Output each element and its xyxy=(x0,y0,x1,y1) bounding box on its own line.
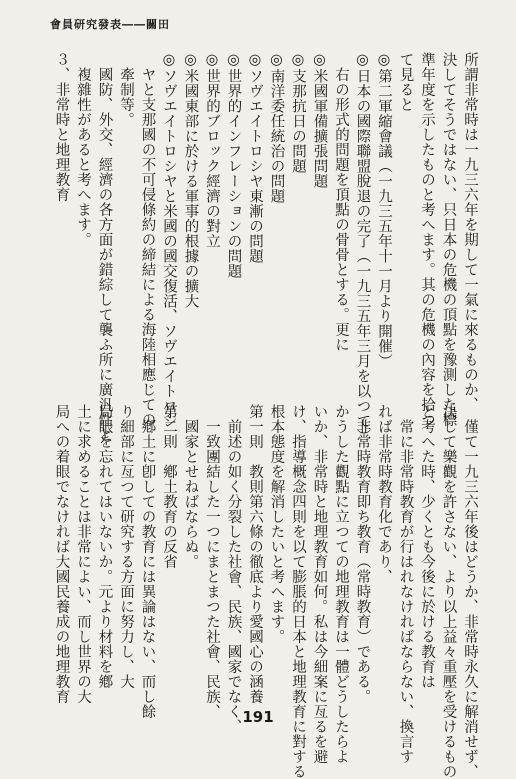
lower-line: 土に求めることは非常によい、而し世界の大 xyxy=(75,404,91,704)
upper-text-block xyxy=(50,52,480,444)
lower-line: と考へた時、少くとも今後に於ける教育は xyxy=(419,404,435,689)
upper-line: ヤと支那國の不可侵條約の締結による海陸相應じての xyxy=(139,52,156,427)
upper-line: ◎支那抗日の問題 xyxy=(290,52,306,174)
lower-line: 鄕土に卽しての教育には異論はない、而し餘 xyxy=(139,404,156,719)
upper-line: ◎第二軍縮會議（一九三五年十一月より開催） xyxy=(376,52,392,369)
upper-line: 複雜性があると考へます。 xyxy=(75,52,91,247)
lower-line: 決して樂觀を許さない、より以上益々重壓を受けるもの xyxy=(440,404,457,779)
upper-line: て見ると xyxy=(397,52,414,112)
lower-line: 僅て一九三六年後はどうか、非常時永久に解消せず、 xyxy=(462,404,478,779)
lower-line: 根本態度を解消したいと考へます。 xyxy=(268,404,285,644)
upper-line: ◎世界的インフレーションの問題 xyxy=(225,52,242,279)
lower-line: 前述の如く分裂した社會、民族、國家でなく、 xyxy=(225,404,242,734)
upper-line: ◎米國東部に於ける軍事的根據の擴大 xyxy=(182,52,199,309)
page-number: 191 xyxy=(242,708,274,726)
upper-line: ◎世界的ブロック經濟の對立 xyxy=(204,52,220,249)
upper-line: ◎南洋委任統治の問題 xyxy=(268,52,285,204)
upper-line: 決してそうではない、只日本の危機の頂點を豫測した標 xyxy=(440,52,457,427)
lower-line: 局眼を忘れてはいないか。元より材料を鄕 xyxy=(96,404,113,689)
lower-line: 局への着眼でなければ大國民養成の地理教育 xyxy=(53,404,70,704)
upper-line: ◎米國軍備擴張問題 xyxy=(311,52,328,189)
upper-line: 所謂非常時は一九三六年を期して一氣に來るものか、 xyxy=(462,52,478,412)
lower-line: 第一則 教則第六條の徹底より愛國心の涵養 xyxy=(247,404,263,704)
upper-line: 牽制等。 xyxy=(118,52,134,127)
lower-line: かうした觀點に立つての地理教育は一體どうしたらよ xyxy=(333,404,349,764)
upper-line: 準年度を示したものと考へます。其の危機の內容を拾つ xyxy=(419,52,435,427)
lower-line: 國家とせねばならぬ。 xyxy=(182,404,199,569)
upper-line: ◎ソヴエイトロシヤ東漸の問題 xyxy=(247,52,263,264)
upper-line: 國防、外交、經濟の各方面が錯綜して襲ふ所に廣汎性と xyxy=(96,52,113,442)
upper-line: ◎ソヴエイトロシヤと米國の國交復活、ソヴエイトロシ xyxy=(161,52,177,429)
lower-line: 一致團結した一つにまとまつた社會、民族、 xyxy=(204,404,220,719)
lower-line: れば非常時教育化であり、 xyxy=(376,404,392,584)
upper-line: ◎日本の國際聯盟脫退の完了（一九三五年三月を以つて） xyxy=(354,52,371,444)
upper-line: 右の形式的問題を頂點の骨骨とする。更に xyxy=(333,52,349,352)
lower-line: いか、非常時と地理教育如何。私は今細案に亙るを避 xyxy=(311,404,328,764)
lower-line: 第二則 鄕土教育の反省 xyxy=(161,404,177,569)
lower-line: 常に非常時教育が行はれなければならない、換言す xyxy=(397,404,414,764)
lower-line: け、指導概念四則を以て膨脹的日本と地理教育に對する xyxy=(290,404,306,779)
running-header: 會員研究發表――關田 xyxy=(50,18,170,31)
upper-line: ３、非常時と地理教育 xyxy=(53,52,70,202)
lower-line: り細部に亙つて研究する方面に努力し、大 xyxy=(118,404,134,689)
lower-line: 非常時教育即ち教育（常時教育）である。 xyxy=(354,404,371,704)
